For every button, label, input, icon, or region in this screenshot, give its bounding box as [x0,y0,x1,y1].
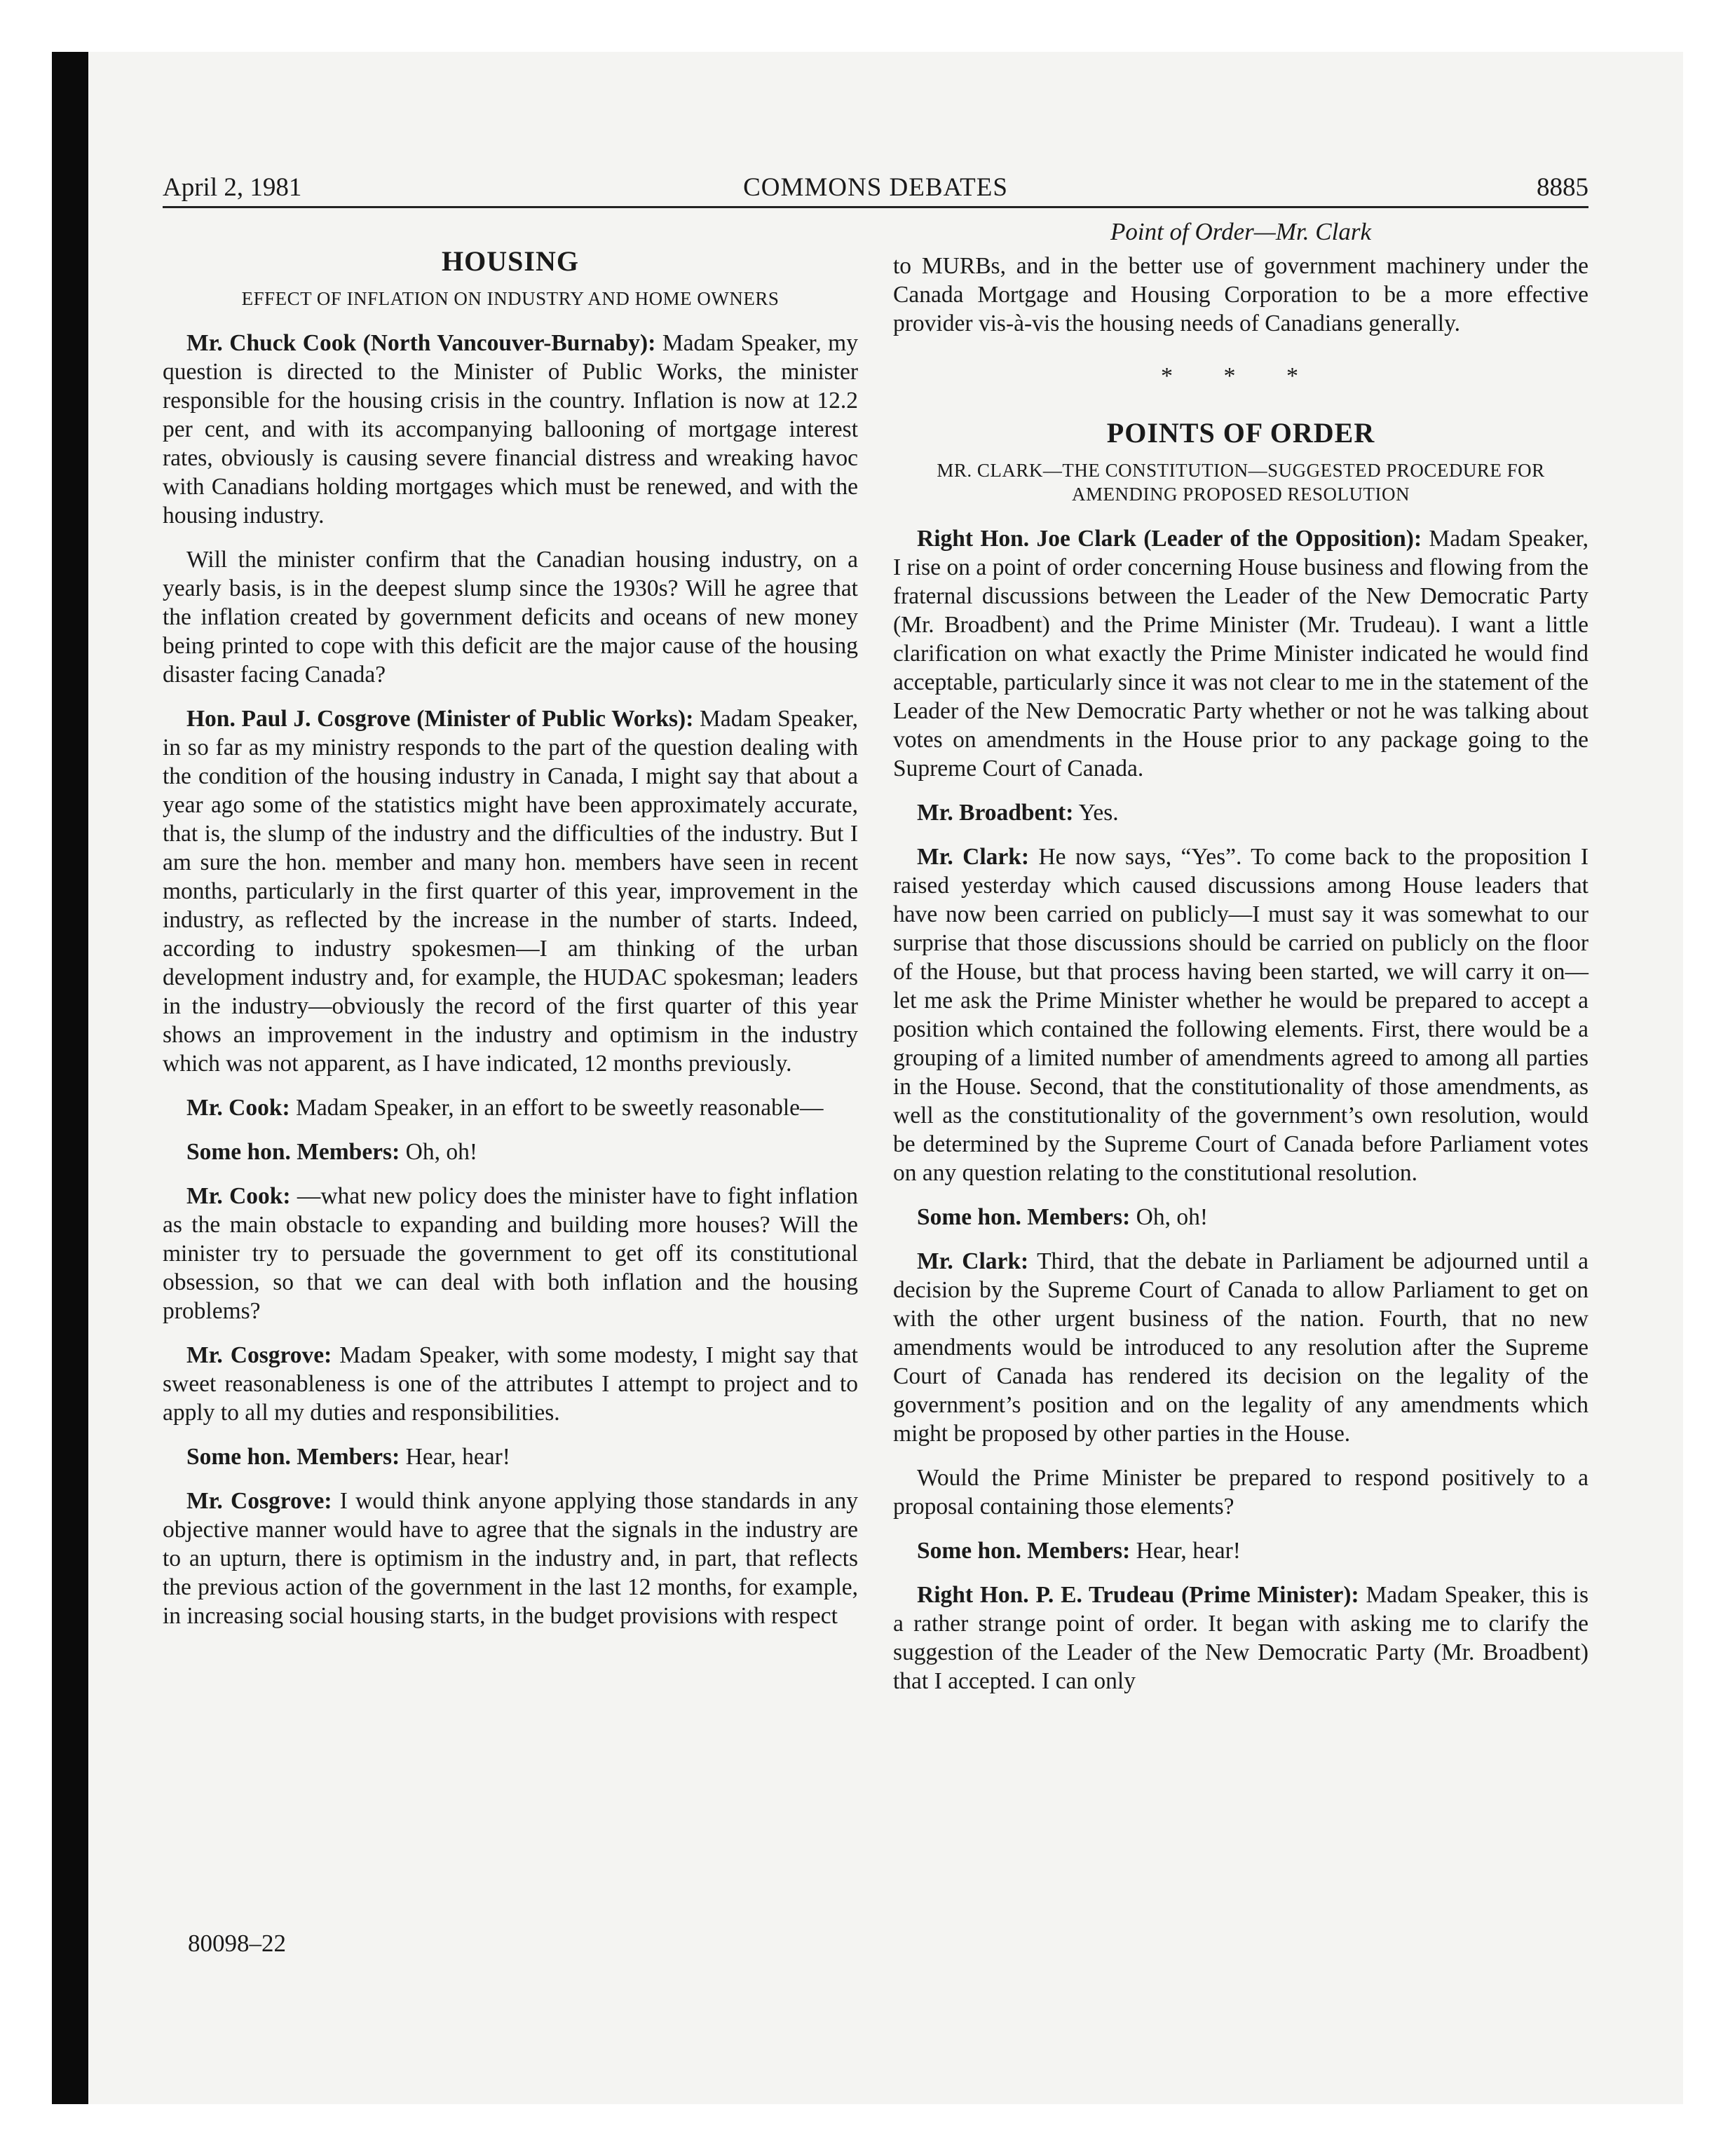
speaker-name: Some hon. Members: [186,1444,400,1470]
speech-text: Madam Speaker, this is a rather strange point of order. It began with asking me to clarify the suggestion of the Leader of the New Democratic Party (Mr. Broadbent) that I accepted. I can only [893,1582,1588,1694]
speech-text: Oh, oh! [1130,1204,1208,1230]
speech-paragraph [163,1182,858,1325]
speech-paragraph [163,1341,858,1427]
speech-paragraph [163,1093,858,1122]
speaker-name: Some hon. Members: [917,1538,1131,1564]
speaker-name: Mr. Cook: [186,1183,291,1209]
speech-paragraph [163,1487,858,1630]
section-separator: * * * [1161,363,1321,389]
speaker-name: Mr. Cosgrove: [186,1488,332,1514]
speech-paragraph [893,1247,1588,1448]
speech-text: Hear, hear! [1130,1538,1241,1564]
continuation-paragraph: to MURBs, and in the better use of government machinery under the Canada Mortgage and Housing Corporation to be a more effective provider vis-à-vis the housing needs of Canadians generally. [893,253,1588,336]
right-column [893,217,1588,1711]
speech-paragraph [163,1138,858,1166]
speech-paragraph [893,842,1588,1187]
speech-text: Will the minister confirm that the Canadian housing industry, on a yearly basis, is in the deepest slump since the 1930s? Will he agree that the inflation created by government deficits and oceans of new money being printed to cope with this deficit are the major cause of the housing disaster facing Canada? [163,547,858,688]
speech-text: —what new policy does the minister have to fight inflation as the main obstacle to expanding and building more houses? Will the minister try to persuade the government to get off its constitutional obsession, so that we can deal with both inflation and the housing problems? [163,1183,858,1324]
section-heading: POINTS OF ORDER [1106,417,1375,449]
speech-paragraph [893,1203,1588,1231]
speech-text: Would the Prime Minister be prepared to respond positively to a proposal containing those elements? [893,1465,1588,1520]
speaker-name: Right Hon. P. E. Trudeau (Prime Minister): [917,1582,1359,1608]
speech-text: Hear, hear! [400,1444,510,1470]
speech-paragraph [163,329,858,530]
left-column [163,217,858,1646]
header-title: COMMONS DEBATES [743,173,1008,202]
speech-text: Madam Speaker, my question is directed to the Minister of Public Works, the minister responsible for the housing crisis in the country. Inflation is now at 12.2 per cent, and with its accompanying ballooning of mortgage interest rates, obviously is causing severe financial distress and wreaking havoc with Canadians holding mortgages which must be renewed, and with the housing industry. [163,330,858,528]
speaker-name: Mr. Cosgrove: [186,1342,332,1368]
right-paragraphs [893,524,1588,1696]
speech-paragraph [893,798,1588,827]
speech-paragraph [163,704,858,1078]
speaker-name: Mr. Clark: [917,844,1030,870]
speaker-name: Some hon. Members: [186,1139,400,1165]
speech-text: Madam Speaker, in so far as my ministry responds to the part of the question dealing with the condition of the housing industry in Canada, I might say that about a year ago some of the statistics might have been approximately accurate, that is, the slump of the industry and the difficulties of the industry. But I am sure the hon. member and many hon. members have seen in recent months, particularly in the first quarter of this year, improvement in the industry, as reflected by the increase in the number of starts. Indeed, according to industry spokesmen—I am thinking of the urban development industry and, for example, the HUDAC spokesman; leaders in the industry—obviously the record of the first quarter of this year shows an improvement in the industry and optimism in the industry which was not apparent, as I have indicated, 12 months previously. [163,706,858,1077]
speech-paragraph [163,1442,858,1471]
speaker-name: Mr. Clark: [917,1248,1029,1274]
speech-text: Third, that the debate in Parliament be adjourned until a decision by the Supreme Court of Canada to allow Parliament to get on with the other urgent business of the nation. Fourth, that no new amendments would be introduced to any resolution after the Supreme Court of Canada has rendered its decision on the legality of the government’s position and on the legality of any amendments which might be proposed by other parties in the House. [893,1248,1589,1447]
speech-text: Madam Speaker, in an effort to be sweetly reasonable— [290,1095,824,1121]
speech-text: He now says, “Yes”. To come back to the proposition I raised yesterday which caused discussions among House leaders that have now been carried on publicly—I must say it was somewhat to our surprise that those discussions should be carried on publicly on the floor of the House, but that process having been started, we will carry it on—let me ask the Prime Minister whether he would be prepared to accept a position which contained the following elements. First, there would be a grouping of a limited number of amendments agreed to among all parties in the House. Second, that the constitutionality of those amendments, as well as the constitutionality of the government’s own resolution, would be determined by the Supreme Court of Canada before Parliament votes on any question relating to the constitutional resolution. [893,844,1588,1186]
speech-paragraph [163,545,858,689]
speech-paragraph [893,524,1588,783]
speech-paragraph [893,1581,1588,1696]
section-subheading: EFFECT OF INFLATION ON INDUSTRY AND HOME OWNERS [241,288,780,309]
speech-text: Madam Speaker, with some modesty, I might say that sweet reasonableness is one of the attributes I attempt to project and to apply to all my duties and responsibilities. [163,1342,858,1426]
running-head: Point of Order—Mr. Clark [1110,218,1372,245]
page-header [163,172,1588,208]
speaker-name: Mr. Chuck Cook (North Vancouver-Burnaby): [186,330,656,356]
speaker-name: Some hon. Members: [917,1204,1131,1230]
section-subheading: MR. CLARK—THE CONSTITUTION—SUGGESTED PROCEDURE FOR AMENDING PROPOSED RESOLUTION [937,460,1545,505]
speaker-name: Right Hon. Joe Clark (Leader of the Opposition): [917,526,1422,552]
speech-text: Yes. [1073,800,1119,826]
section-heading: HOUSING [442,245,579,277]
speaker-name: Hon. Paul J. Cosgrove (Minister of Public Works): [186,706,694,732]
speaker-name: Mr. Cook: [186,1095,290,1121]
speech-paragraph [893,1536,1588,1565]
left-paragraphs [163,329,858,1630]
speaker-name: Mr. Broadbent: [917,800,1074,826]
print-code: 80098–22 [188,1930,286,1957]
header-date: April 2, 1981 [163,173,302,202]
header-page-number: 8885 [1537,173,1588,202]
scan-binding-edge [52,52,88,2104]
speech-text: Madam Speaker, I rise on a point of order concerning House business and flowing from the fraternal discussions between the Leader of the New Democratic Party (Mr. Broadbent) and the Prime Minister (Mr. Trudeau). I want a little clarification on what exactly the Prime Minister indicated he would find acceptable, particularly since it was not clear to me in the statement of the Leader of the New Democratic Party whether or not he was talking about votes on amendments in the House prior to any package going to the Supreme Court of Canada. [893,526,1588,782]
speech-text: Oh, oh! [400,1139,477,1165]
speech-text: I would think anyone applying those standards in any objective manner would have to agree that the signals in the industry are to an upturn, there is optimism in the industry and, in part, that reflects the previous action of the government in the last 12 months, for example, in increasing social housing starts, in the budget provisions with respect [163,1488,859,1629]
speech-paragraph [893,1464,1588,1521]
